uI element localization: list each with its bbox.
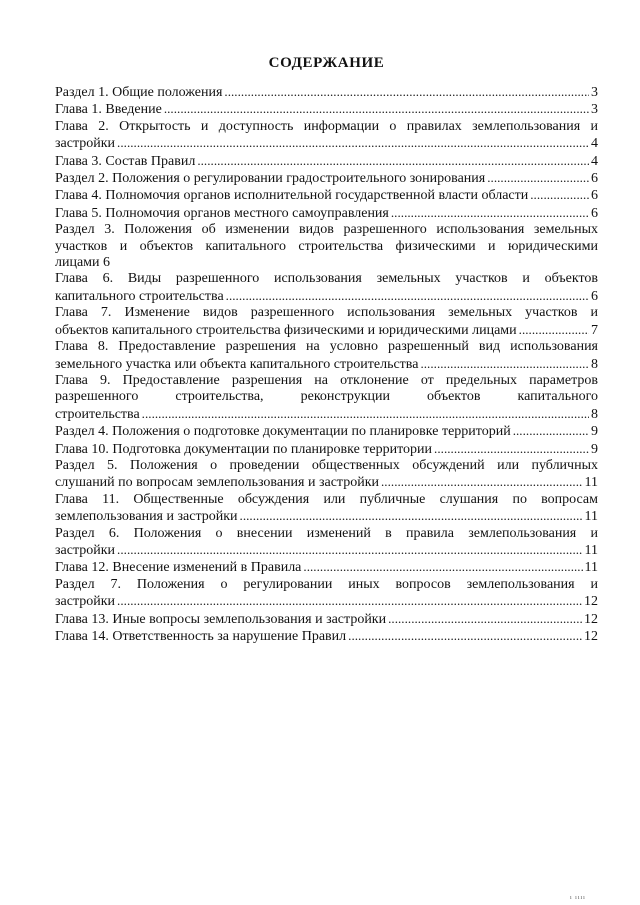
toc-entry-line [55, 389, 598, 405]
toc-entry [55, 441, 598, 458]
toc-entry-line [55, 288, 598, 305]
dot-leader [388, 611, 582, 628]
toc-entry-line [55, 356, 598, 373]
toc-entry-text: лицами 6 [55, 255, 111, 271]
toc-entry-text: Глава 2. Открытость и доступность информации о правилах землепользования и [55, 118, 598, 134]
toc-entry-line [55, 222, 598, 238]
dot-leader [513, 423, 589, 440]
toc-entry [55, 577, 598, 611]
dot-leader [487, 170, 589, 187]
toc-entry-text: Раздел 2. Положения о регулировании градостроительного зонирования [55, 171, 486, 187]
toc-entry-line [55, 474, 598, 491]
toc-entry-text: Глава 13. Иные вопросы землепользования и застройки [55, 611, 387, 627]
dot-leader [224, 84, 589, 101]
dot-leader [519, 322, 589, 339]
toc-entry-text: капитального строительства [55, 288, 224, 304]
toc-title: СОДЕРЖАНИЕ [268, 55, 385, 71]
toc-entry-text: Глава 6. Виды разрешенного использования земельных участков и объектов [55, 271, 598, 287]
toc-entry-line [55, 255, 598, 271]
toc-entry-line [55, 542, 598, 559]
toc-entry [55, 170, 598, 187]
toc-page-number: 11 [584, 509, 598, 525]
toc-entry [55, 153, 598, 170]
dot-leader [117, 593, 582, 610]
toc-entry-text: слушаний по вопросам землепользования и застройки [55, 475, 379, 491]
toc-entry-text: Глава 8. Предоставление разрешения на условно разрешенный вид использования [55, 339, 598, 355]
toc-entry [55, 339, 598, 373]
dot-leader [226, 288, 589, 305]
toc-entry-line [55, 187, 598, 204]
toc-entry-text: Раздел 3. Положения об изменении видов разрешенного использования земельных [55, 222, 598, 238]
toc-entry-text: Глава 9. Предоставление разрешения на отклонение от предельных параметров [55, 372, 598, 388]
toc-entry [55, 492, 598, 526]
toc-entry-text: застройки [55, 136, 116, 152]
toc-entry-line [55, 153, 598, 170]
toc-entry [55, 187, 598, 204]
toc-entry [55, 271, 598, 305]
toc-entry-text: участков и объектов капитального строительства физическими и юридическими [55, 238, 598, 254]
toc-entry-text: Глава 14. Ответственность за нарушение Правил [55, 629, 347, 644]
toc-entry [55, 458, 598, 492]
toc-entry-line [55, 423, 598, 440]
toc-page-number: 6 [591, 171, 598, 187]
dot-leader [117, 542, 582, 559]
toc-entry-line [55, 593, 598, 610]
toc-entry-line [55, 119, 598, 135]
toc-page-number: 4 [591, 136, 598, 152]
toc-page-number: 7 [591, 322, 598, 338]
toc-entry-text: Глава 10. Подготовка документации по планировке территории [55, 441, 433, 457]
toc-entry-line [55, 339, 598, 355]
dot-leader [164, 101, 589, 118]
footer-mark: ı ıııı [570, 895, 586, 901]
toc-page-number: 6 [591, 205, 598, 221]
toc-page-number: 11 [584, 560, 598, 576]
toc-entry [55, 305, 598, 339]
toc-entry-text: Раздел 6. Положения о внесении изменений в правила землепользования и [55, 525, 598, 541]
dot-leader [381, 474, 583, 491]
toc-entry-line [55, 322, 598, 339]
toc-entry-text: застройки [55, 594, 116, 610]
dot-leader [240, 508, 583, 525]
toc-entry-text: Глава 3. Состав Правил [55, 153, 196, 169]
toc-entry [55, 628, 598, 645]
toc-entry [55, 84, 598, 101]
toc-entry-line [55, 441, 598, 458]
toc-page-number: 9 [591, 441, 598, 457]
dot-leader [420, 356, 589, 373]
toc-page-number: 4 [591, 153, 598, 169]
toc-page-number: 11 [584, 542, 598, 558]
toc-entry-line [55, 559, 598, 576]
toc-entry-line [55, 628, 598, 645]
dot-leader [530, 187, 589, 204]
toc-entry [55, 222, 598, 271]
dot-leader [391, 205, 589, 222]
toc-entry [55, 119, 598, 153]
dot-leader [348, 628, 582, 645]
toc-entry-line [55, 492, 598, 508]
toc-entry-line [55, 577, 598, 593]
toc-entry-text: объектов капитального строительства физическими и юридическими лицами [55, 322, 517, 338]
toc-page-number: 12 [584, 611, 598, 627]
toc-entry-text: землепользования и застройки [55, 509, 238, 525]
toc-entry-text: разрешенного строительства, реконструкции объектов капитального [55, 389, 598, 405]
toc-entry-line [55, 508, 598, 525]
toc-entry-line [55, 170, 598, 187]
toc-entry-text: Глава 1. Введение [55, 102, 162, 118]
toc-entry-line [55, 135, 598, 152]
toc-entry-text: застройки [55, 542, 116, 558]
dot-leader [197, 153, 589, 170]
toc-entry [55, 205, 598, 222]
toc-entry-line [55, 271, 598, 287]
toc-entry-line [55, 101, 598, 118]
toc-entry-line [55, 305, 598, 321]
toc-entry-text: Глава 4. Полномочия органов исполнительной государственной власти области [55, 188, 529, 204]
toc-list [55, 84, 598, 645]
toc-page-number: 3 [591, 85, 598, 100]
toc-entry-text: Раздел 4. Положения о подготовке документации по планировке территорий [55, 424, 511, 440]
toc-page-number: 9 [591, 424, 598, 440]
toc-entry-line [55, 526, 598, 542]
toc-entry-text: Раздел 7. Положения о регулировании иных вопросов землепользования и [55, 576, 598, 592]
toc-entry-text: Глава 5. Полномочия органов местного самоуправления [55, 205, 389, 221]
dot-leader [434, 441, 589, 458]
toc-entry [55, 373, 598, 423]
toc-page-number: 12 [584, 629, 598, 644]
toc-page-number: 6 [591, 188, 598, 204]
toc-entry-line [55, 458, 598, 474]
toc-entry [55, 611, 598, 628]
toc-page-number: 8 [591, 356, 598, 372]
toc-entry-text: Глава 7. Изменение видов разрешенного использования земельных участков и [55, 305, 598, 321]
toc-page-number: 3 [591, 102, 598, 118]
toc-entry-line [55, 373, 598, 389]
toc-entry-line [55, 84, 598, 101]
toc-entry-text: Глава 12. Внесение изменений в Правила [55, 560, 302, 576]
toc-entry [55, 559, 598, 576]
toc-entry [55, 526, 598, 560]
toc-entry-text: земельного участка или объекта капитального строительства [55, 356, 419, 372]
toc-page-number: 6 [591, 288, 598, 304]
toc-entry-line [55, 205, 598, 222]
toc-page-number: 8 [591, 406, 598, 422]
toc-entry-text: Глава 11. Общественные обсуждения или публичные слушания по вопросам [55, 491, 598, 507]
dot-leader [117, 135, 589, 152]
dot-leader [303, 559, 582, 576]
toc-entry-text: Раздел 1. Общие положения [55, 85, 223, 100]
toc-entry-line [55, 611, 598, 628]
toc-entry-text: строительства [55, 406, 140, 422]
toc-entry [55, 423, 598, 440]
toc-entry-line [55, 239, 598, 255]
table-of-contents [55, 54, 598, 645]
dot-leader [142, 406, 589, 423]
toc-page-number: 12 [584, 594, 598, 610]
toc-entry [55, 101, 598, 118]
toc-page-number: 11 [584, 475, 598, 491]
toc-entry-text: Раздел 5. Положения о проведении общественных обсуждений или публичных [55, 457, 598, 473]
toc-entry-line [55, 406, 598, 423]
